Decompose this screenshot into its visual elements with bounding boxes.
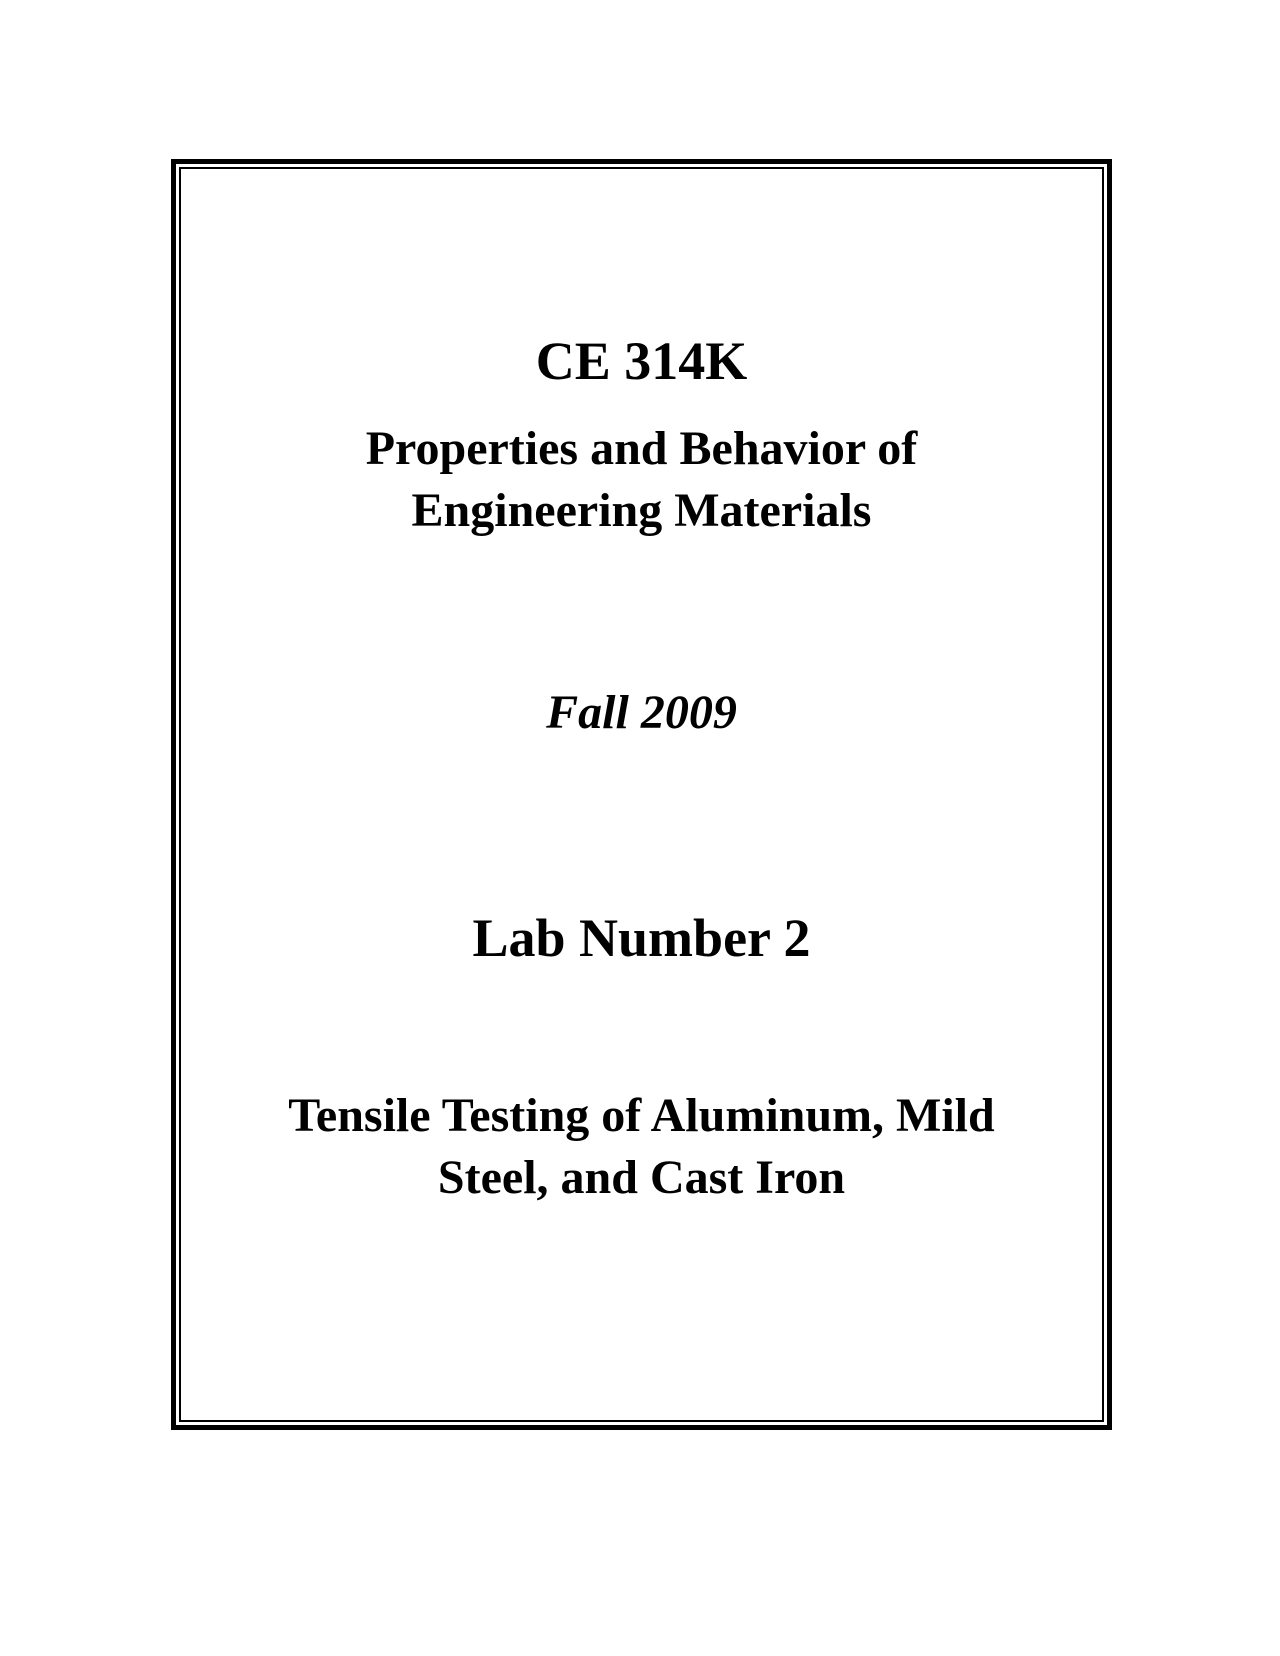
course-title-line: Engineering Materials — [411, 484, 872, 537]
course-title — [179, 418, 1104, 542]
course-code: CE 314K — [535, 331, 748, 391]
lab-number: Lab Number 2 — [472, 908, 811, 968]
lab-title-line: Tensile Testing of Aluminum, Mild — [288, 1089, 995, 1142]
lab-title-line: Steel, and Cast Iron — [437, 1151, 846, 1204]
course-title-line: Properties and Behavior of — [365, 422, 918, 475]
term: Fall 2009 — [546, 686, 737, 739]
lab-title — [179, 1085, 1104, 1209]
